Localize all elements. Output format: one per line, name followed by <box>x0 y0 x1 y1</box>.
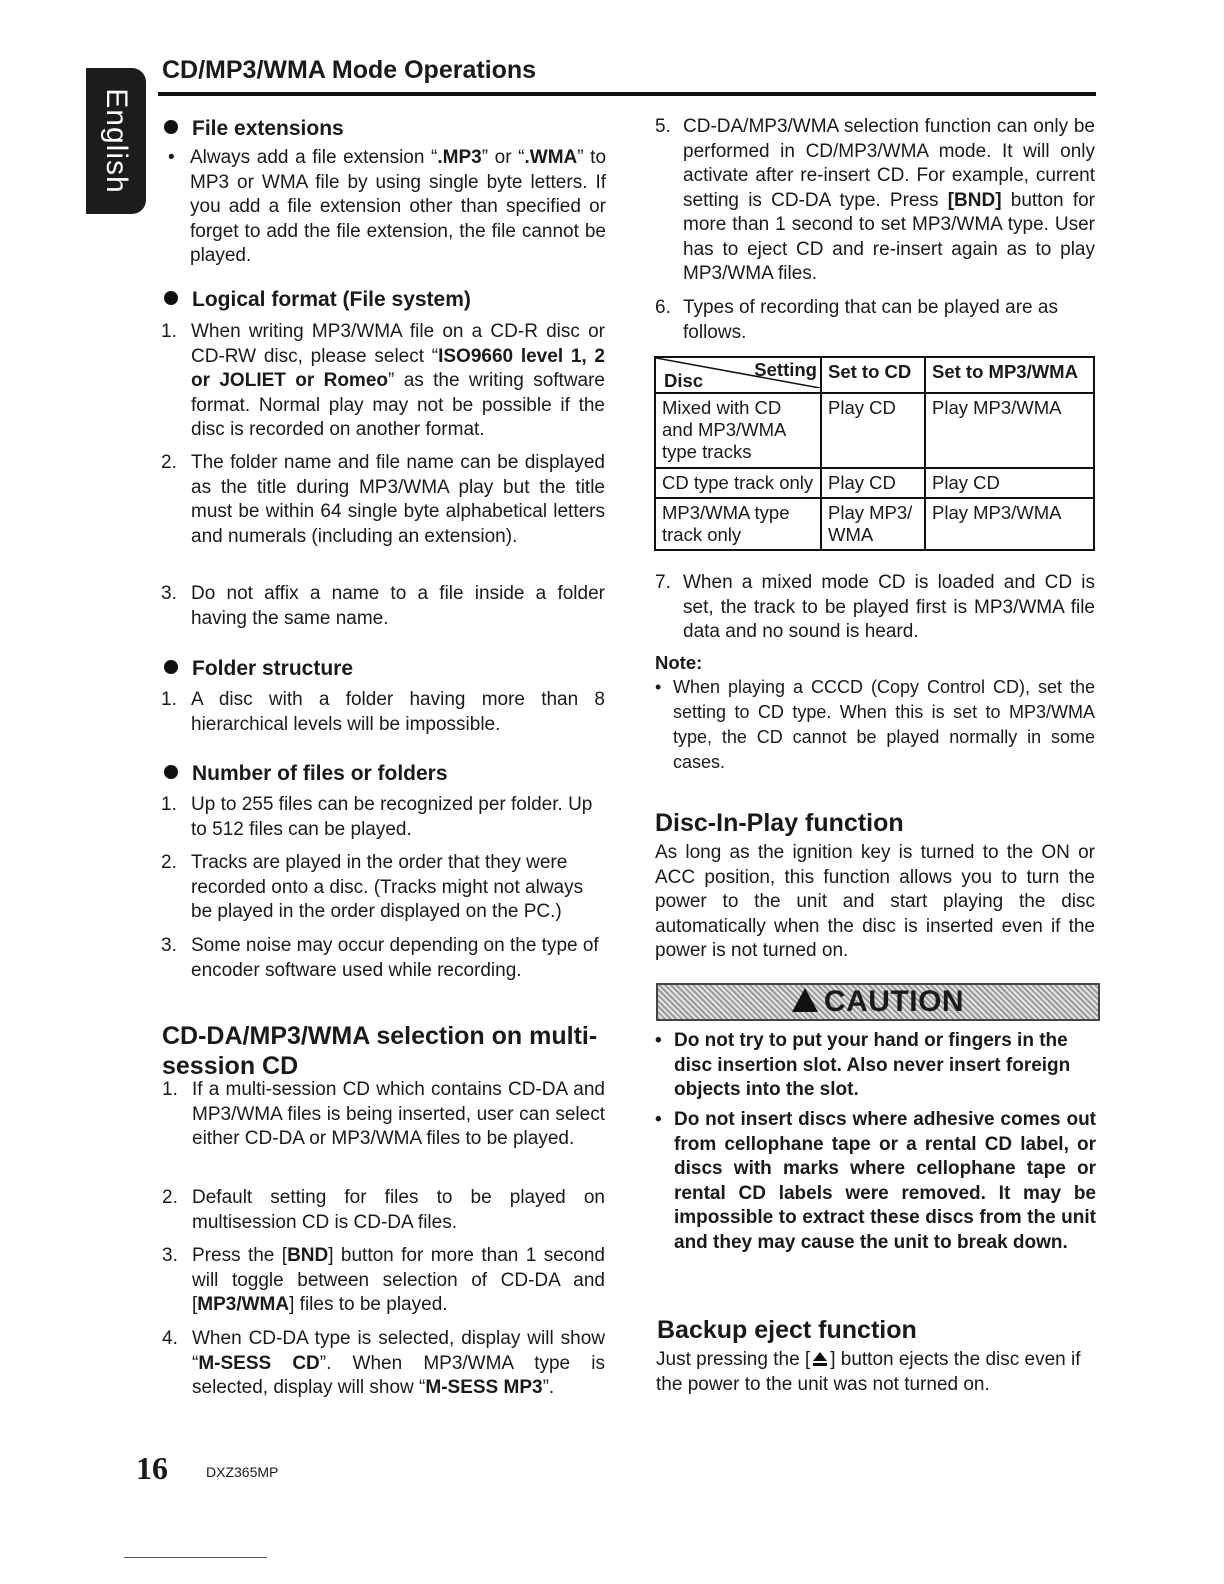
logical-format-item-2: 2. The folder name and file name can be displayed as the title during MP3/WMA play but the title must be within 64 single byte alphabetical letters and numerals (including an extension). <box>161 452 605 547</box>
page-number: 16 <box>136 1450 168 1486</box>
disc-in-play-text: As long as the ignition key is turned to the ON or ACC position, this function allows you to turn the power to the unit and start playing the disc automatically when the disc is inserted even if the power is not turned on. <box>655 842 1095 961</box>
col-set-to-cd: Set to CD <box>821 357 925 393</box>
backup-eject-heading: Backup eject function <box>657 1316 917 1344</box>
corner-setting-label: Setting <box>754 359 817 380</box>
file-extensions-heading: File extensions <box>164 117 344 141</box>
table-cell-cd: Play CD <box>821 393 925 468</box>
caution-banner <box>656 983 1100 1021</box>
note-text: • When playing a CCCD (Copy Control CD), set the setting to CD type. When this is set to MP3/WMA type, the CD cannot be played normally in some cases. <box>673 675 1095 775</box>
language-tab-label: English <box>100 88 133 194</box>
col-set-to-mp3: Set to MP3/WMA <box>925 357 1094 393</box>
number-of-files-heading: Number of files or folders <box>164 762 448 786</box>
logical-format-heading: Logical format (File system) <box>164 288 471 312</box>
number-of-files-item-2: 2. Tracks are played in the order that they were recorded onto a disc. (Tracks might not always be played in the order displayed on the PC.) <box>161 852 584 922</box>
number-of-files-item-1: 1. Up to 255 files can be recognized per folder. Up to 512 files can be played. <box>161 794 593 840</box>
table-cell-disc: CD type track only <box>655 468 821 498</box>
selection-item-5: 5. CD-DA/MP3/WMA selection function can only be performed in CD/MP3/WMA mode. It will only activate after re-insert CD. For example, current setting is CD-DA type. Press [BND] button for more than 1 second to set MP3/WMA type. User has to eject CD and re-insert again as to play MP3/WMA files. <box>655 116 1095 284</box>
recording-types-table <box>654 356 1095 551</box>
number-of-files-item-3: 3. Some noise may occur depending on the type of encoder software used while recording. <box>161 935 599 981</box>
warning-icon <box>792 988 818 1012</box>
multisession-item-4: 4. When CD-DA type is selected, display will show “M-SESS CD”. When MP3/WMA type is selected, display will show “M-SESS MP3”. <box>162 1328 605 1398</box>
caution-label: CAUTION <box>823 985 965 1018</box>
bullet-dot <box>164 291 178 305</box>
bullet-dot <box>164 765 178 779</box>
table-header-row <box>655 357 1094 393</box>
corner-disc-label: Disc <box>664 370 704 391</box>
model-number: DXZ365MP <box>206 1464 279 1480</box>
table-corner-cell <box>655 357 821 393</box>
caution-bullet-1: • Do not try to put your hand or fingers in the disc insertion slot. Also never insert foreign objects into the slot. <box>674 1029 1096 1103</box>
folder-structure-item-1: 1. A disc with a folder having more than 8 hierarchical levels will be impossible. <box>161 689 605 735</box>
language-tab <box>86 68 146 214</box>
selection-item-7: 7. When a mixed mode CD is loaded and CD is set, the track to be played first is MP3/WMA file data and no sound is heard. <box>655 572 1095 642</box>
table-row <box>655 498 1094 550</box>
logical-format-item-1: 1. When writing MP3/WMA file on a CD-R disc or CD-RW disc, please select “ISO9660 level 1, 2 or JOLIET or Romeo” as the writing software format. Normal play may not be possible if the disc is recorded on another format. <box>161 321 605 440</box>
bullet-dot <box>164 660 178 674</box>
bullet-dot <box>164 120 178 134</box>
footer-line <box>124 1557 267 1558</box>
table-cell-cd: Play MP3/ WMA <box>821 498 925 550</box>
table-cell-mp3: Play CD <box>925 468 1094 498</box>
table-cell-disc: MP3/WMA type track only <box>655 498 821 550</box>
title-rule <box>158 92 1096 96</box>
caution-bullet-2: • Do not insert discs where adhesive comes out from cellophane tape or a rental CD label, or discs with marks where cellophane tape or rental CD labels were removed. It may be impossible to extract these discs from the unit and they may cause the unit to break down. <box>674 1108 1096 1255</box>
table-cell-mp3: Play MP3/WMA <box>925 498 1094 550</box>
selection-item-6: 6. Types of recording that can be played are as follows. <box>655 297 1058 343</box>
multisession-item-1: 1. If a multi-session CD which contains CD-DA and MP3/WMA files is being inserted, user can select either CD-DA or MP3/WMA files to be played. <box>162 1079 605 1149</box>
eject-icon <box>813 1352 827 1366</box>
table-row <box>655 393 1094 468</box>
multisession-item-3: 3. Press the [BND] button for more than 1 second will toggle between selection of CD-DA and [MP3/WMA] files to be played. <box>162 1245 605 1315</box>
logical-format-item-3: 3. Do not affix a name to a file inside a folder having the same name. <box>161 583 605 629</box>
multisession-item-2: 2. Default setting for files to be played on multisession CD is CD-DA files. <box>162 1187 605 1233</box>
page-title: CD/MP3/WMA Mode Operations <box>162 56 537 84</box>
file-extensions-bullet: • Always add a file extension “.MP3” or “.WMA” to MP3 or WMA file by using single byte letters. If you add a file extension other than specified or forget to add the file extension, the file cannot be played. <box>190 146 606 269</box>
table-cell-cd: Play CD <box>821 468 925 498</box>
multisession-heading: CD-DA/MP3/WMA selection on multi-session CD <box>162 1022 598 1080</box>
table-cell-mp3: Play MP3/WMA <box>925 393 1094 468</box>
table-cell-disc: Mixed with CD and MP3/WMA type tracks <box>655 393 821 468</box>
note-label: Note: <box>655 652 703 673</box>
folder-structure-heading: Folder structure <box>164 657 353 681</box>
backup-eject-text: Just pressing the [ ] button ejects the disc even if the power to the unit was not turned on. <box>656 1349 1081 1395</box>
table-row <box>655 468 1094 498</box>
disc-in-play-heading: Disc-In-Play function <box>655 809 904 837</box>
